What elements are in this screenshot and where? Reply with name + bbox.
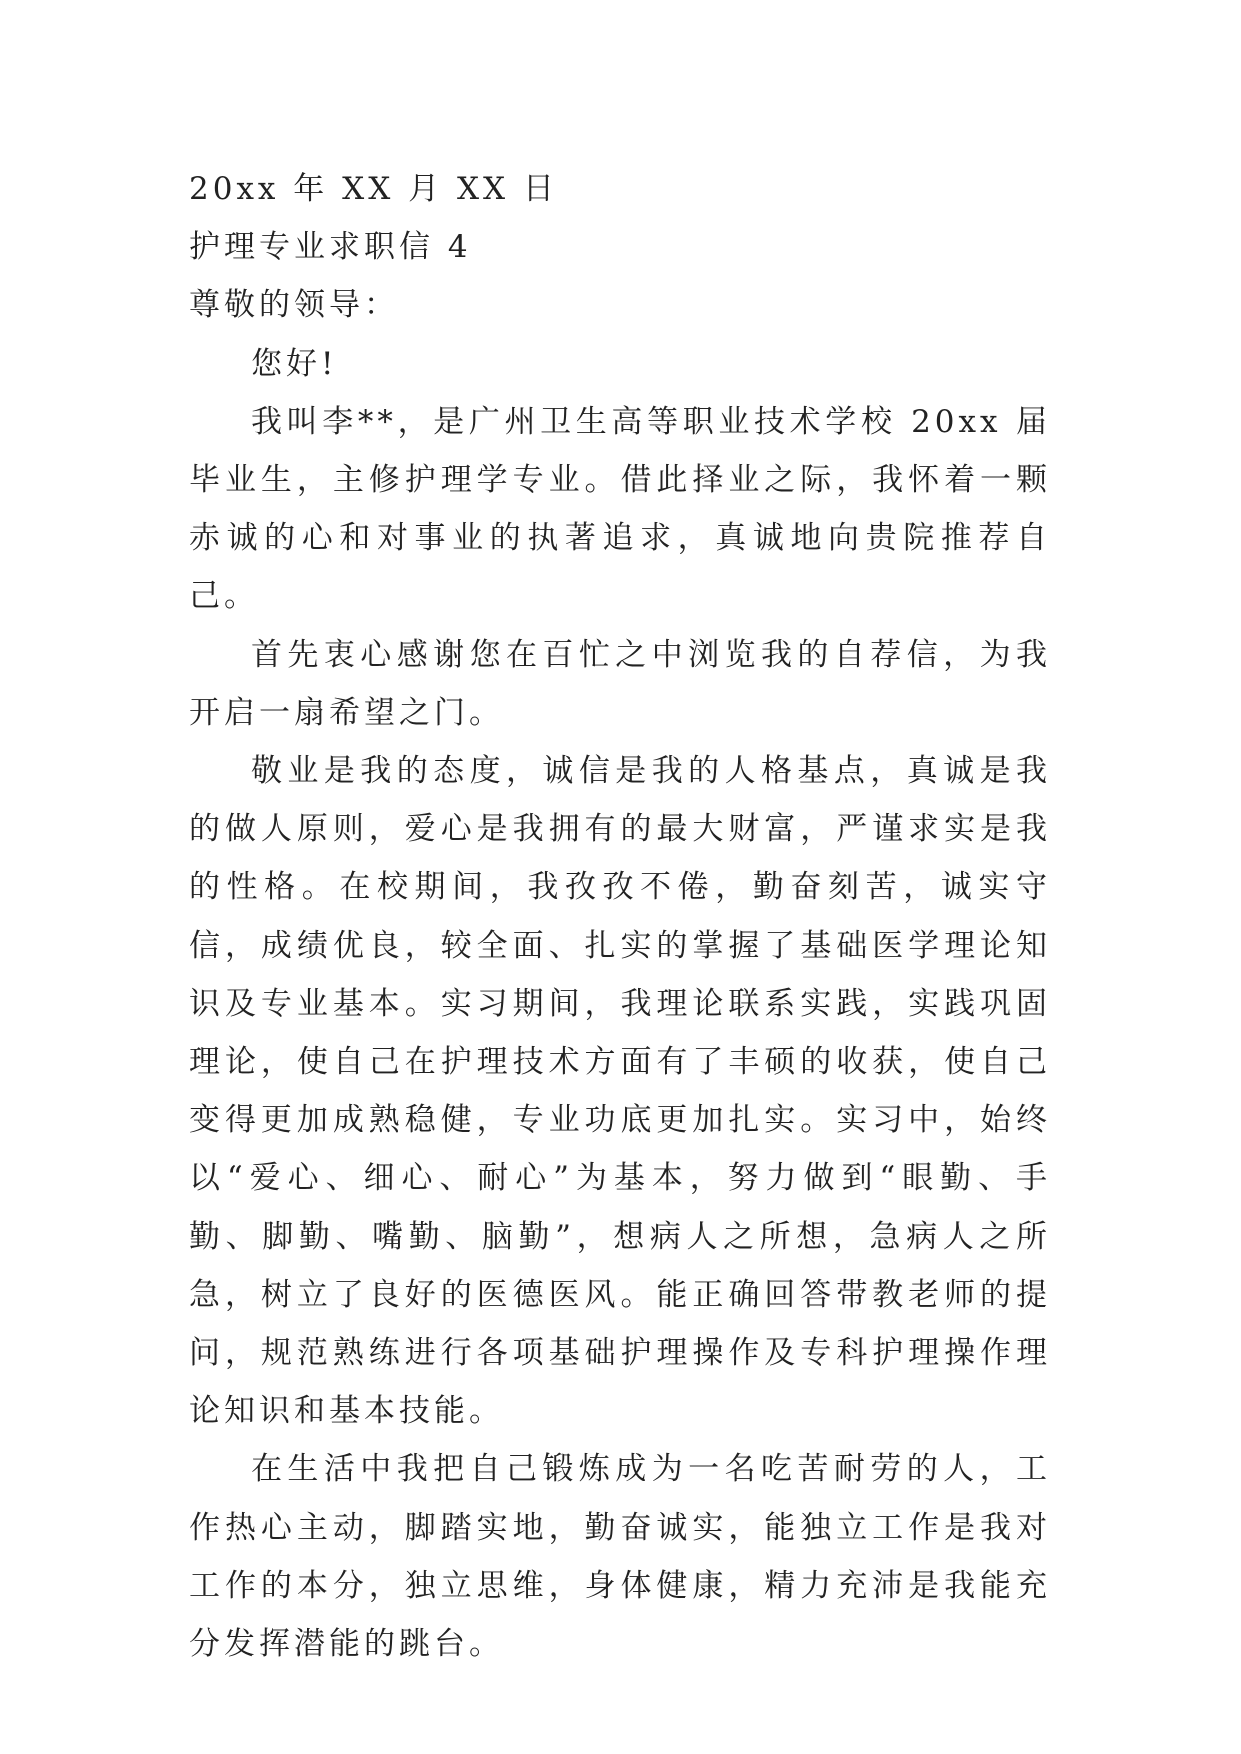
paragraph-introduction: 我叫李**，是广州卫生高等职业技术学校 20xx 届毕业生，主修护理学专业。借此择业之际，我怀着一颗赤诚的心和对事业的执著追求，真诚地向贵院推荐自己。 bbox=[189, 403, 1051, 615]
letter-body bbox=[189, 160, 1051, 1673]
paragraph-qualities: 敬业是我的态度，诚信是我的人格基点，真诚是我的做人原则，爱心是我拥有的最大财富，严谨求实是我的性格。在校期间，我孜孜不倦，勤奋刻苦，诚实守信，成绩优良，较全面、扎实的掌握了基础医学理论知识及专业基本。实习期间，我理论联系实践，实践巩固理论，使自己在护理技术方面有了丰硕的收获，使自己变得更加成熟稳健，专业功底更加扎实。实习中，始终以“爱心、细心、耐心”为基本，努力做到“眼勤、手勤、脚勤、嘴勤、脑勤”，想病人之所想，急病人之所急，树立了良好的医德医风。能正确回答带教老师的提问，规范熟练进行各项基础护理操作及专科护理操作理论知识和基本技能。 bbox=[189, 753, 1051, 1430]
paragraph-personality: 在生活中我把自己锻炼成为一名吃苦耐劳的人，工作热心主动，脚踏实地，勤奋诚实，能独立工作是我对工作的本分，独立思维，身体健康，精力充沛是我能充分发挥潜能的跳台。 bbox=[189, 1451, 1051, 1663]
letter-greeting: 您好! bbox=[251, 345, 338, 382]
letter-salutation: 尊敬的领导： bbox=[189, 287, 399, 324]
paragraph-thanks: 首先衷心感谢您在百忙之中浏览我的自荐信，为我开启一扇希望之门。 bbox=[189, 636, 1051, 731]
letter-date: 20xx 年 XX 月 XX 日 bbox=[189, 171, 558, 207]
letter-title: 护理专业求职信 4 bbox=[189, 229, 472, 266]
